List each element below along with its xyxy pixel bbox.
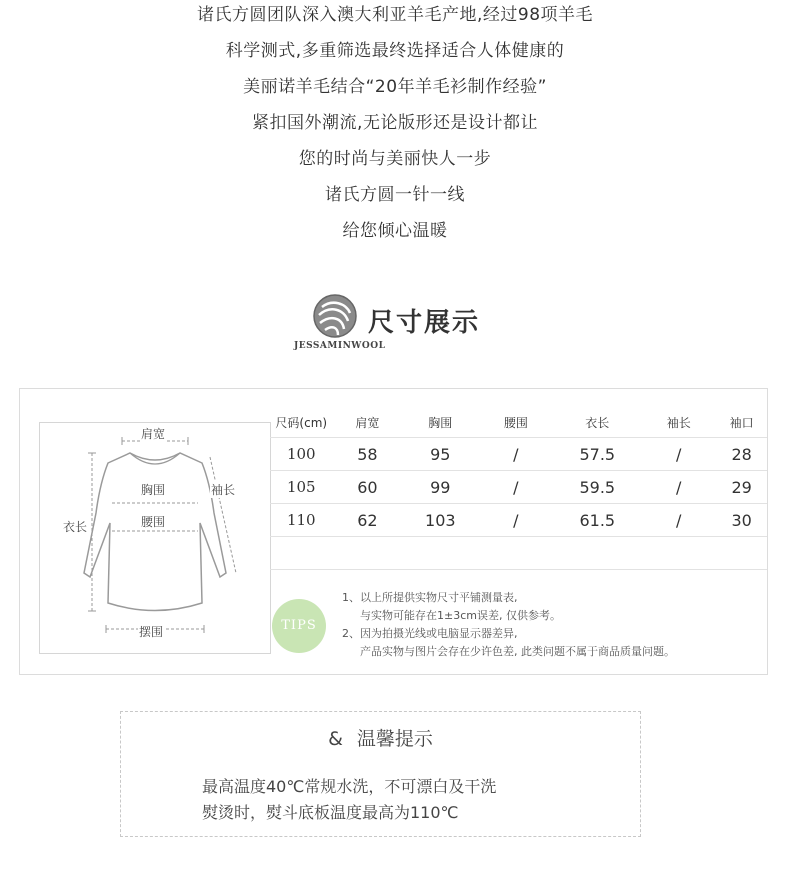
cell-cuff: 28 [716,438,767,471]
table-row [270,438,767,471]
ampersand-icon: & [328,728,343,750]
tips-note-1: 1、以上所提供实物尺寸平铺测量表, [342,591,518,604]
brand-wordmark: JESSAMINWOOL [294,341,386,351]
length-label: 衣长 [63,520,88,534]
section-title: 尺寸展示 [368,308,481,338]
care-title [121,724,640,751]
care-instructions-box [120,711,641,837]
tips-section [270,585,770,665]
table-row [270,504,767,537]
garment-diagram [39,422,271,654]
cell-chest: 95 [402,438,478,471]
header-sleeve: 袖长 [666,415,691,430]
cell-chest: 99 [402,471,478,504]
cell-shoulder: 62 [333,504,403,537]
care-line: 最高温度40℃常规水洗，不可漂白及干洗 [202,777,497,796]
intro-line: 诸氏方圆团队深入澳大利亚羊毛产地,经过98项羊毛 [196,5,594,25]
cell-size: 105 [270,471,333,504]
cell-cuff: 30 [716,504,767,537]
cell-size: 100 [270,438,333,471]
table-row-empty [270,537,767,570]
header-cuff: 袖口 [729,415,754,430]
tips-badge-text: TIPS [281,618,317,633]
wool-ball-logo-icon [312,293,358,339]
table-row [270,471,767,504]
cell-length: 61.5 [553,504,641,537]
header-shoulder: 肩宽 [355,415,380,430]
cell-sleeve: / [641,438,716,471]
waist-label: 腰围 [141,515,166,529]
tips-note-1b: 与实物可能存在1±3cm误差, 仅供参考。 [360,609,561,622]
chest-label: 胸围 [141,483,166,497]
hem-label: 摆围 [139,625,164,639]
tips-note-2: 2、因为拍摄光线或电脑显示器差异, [342,627,518,640]
cell-size: 110 [270,504,333,537]
cell-waist: / [478,471,553,504]
intro-line: 给您倾心温暖 [342,221,448,241]
care-body [202,774,496,826]
cell-chest: 103 [402,504,478,537]
intro-line: 美丽诺羊毛结合“20年羊毛衫制作经验” [243,77,547,97]
care-line: 熨烫时，熨斗底板温度最高为110℃ [202,803,459,822]
care-title-text: 温馨提示 [356,728,433,750]
intro-line: 您的时尚与美丽快人一步 [298,149,492,169]
cell-shoulder: 60 [333,471,403,504]
cell-shoulder: 58 [333,438,403,471]
size-table [270,407,767,602]
dress-outline-icon [40,423,270,653]
size-chart-panel [19,388,768,675]
size-table-header [270,407,767,438]
intro-line: 科学测式,多重筛选最终选择适合人体健康的 [225,41,565,61]
cell-waist: / [478,504,553,537]
cell-sleeve: / [641,504,716,537]
intro-line: 紧扣国外潮流,无论版形还是设计都让 [252,113,538,133]
shoulder-label: 肩宽 [141,427,166,441]
cell-sleeve: / [641,471,716,504]
header-waist: 腰围 [503,415,528,430]
cell-length: 59.5 [553,471,641,504]
cell-length: 57.5 [553,438,641,471]
header-chest: 胸围 [428,415,453,430]
intro-line: 诸氏方圆一针一线 [325,185,465,205]
tips-note-2b: 产品实物与图片会存在少许色差, 此类问题不属于商品质量问题。 [360,645,675,658]
cell-cuff: 29 [716,471,767,504]
cell-waist: / [478,438,553,471]
sleeve-label: 袖长 [211,483,236,497]
intro-text [0,0,790,249]
header-length: 衣长 [585,415,610,430]
header-size: 尺码(cm) [275,415,328,430]
brand-header [0,288,790,358]
